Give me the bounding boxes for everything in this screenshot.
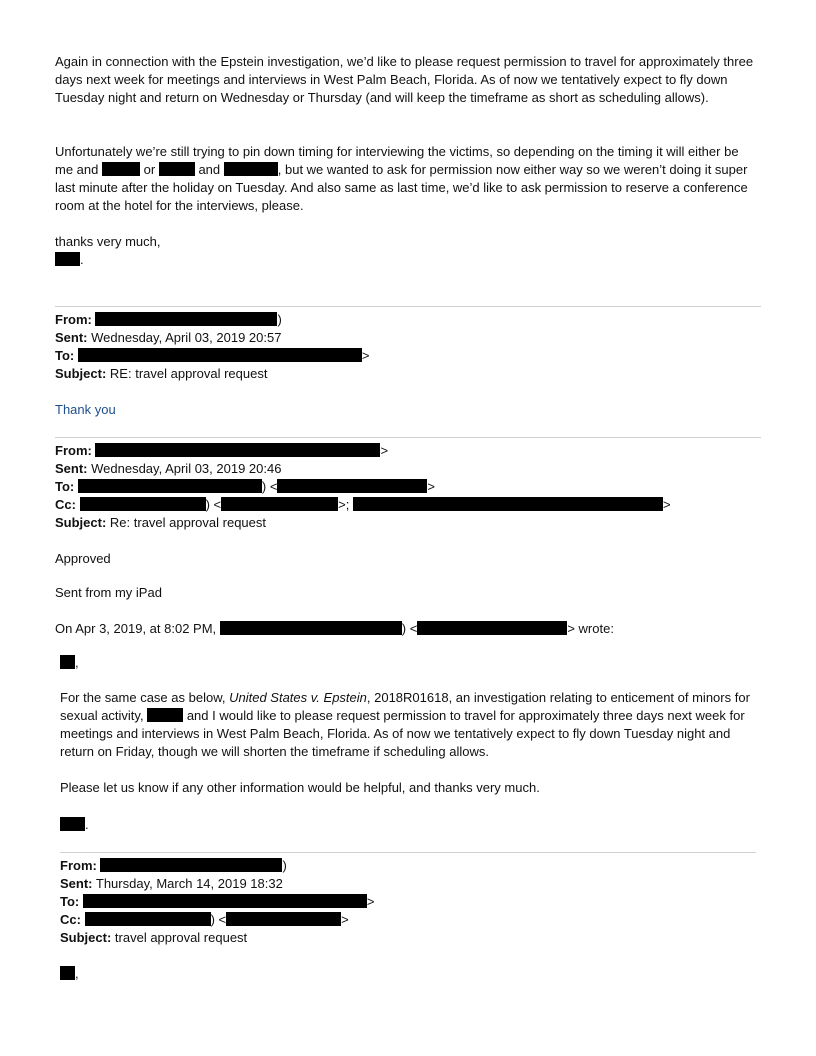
email3-salutation bbox=[60, 965, 79, 983]
quote-intro-b: > wrote: bbox=[567, 621, 614, 636]
redaction-block bbox=[55, 252, 80, 266]
to-label: To: bbox=[60, 894, 80, 909]
redaction-block bbox=[100, 858, 282, 872]
email2-to bbox=[55, 478, 435, 496]
quote-intro bbox=[55, 620, 614, 638]
redaction-block bbox=[60, 655, 75, 669]
sent-label: Sent: bbox=[55, 461, 88, 476]
email1-body: Thank you bbox=[55, 402, 116, 417]
quoted-signature bbox=[60, 816, 89, 834]
quoted-p1-c: and I would like to please request permission to travel for approximately three days next week for meetings and interviews in West Palm Beach, Florida. As of now we tentatively expect to fly down Tuesday night and return on Friday, though we will shorten the timeframe if scheduling allows. bbox=[60, 708, 745, 759]
redaction-block bbox=[85, 912, 211, 926]
redaction-block bbox=[78, 348, 362, 362]
redaction-block bbox=[221, 497, 338, 511]
subject-value: Re: travel approval request bbox=[109, 515, 267, 530]
quoted-period: . bbox=[85, 817, 89, 832]
email3-sent bbox=[60, 875, 283, 893]
redaction-block bbox=[95, 312, 277, 326]
from-tail: ) bbox=[282, 858, 287, 873]
cc-tail: > bbox=[341, 912, 349, 927]
quoted-p1-a: For the same case as below, bbox=[60, 690, 226, 705]
email2-subject bbox=[55, 514, 266, 532]
salutation-comma: , bbox=[75, 655, 79, 670]
closing-thanks: thanks very much, bbox=[55, 234, 161, 249]
case-name: United States v. Epstein bbox=[229, 690, 367, 705]
email1-to bbox=[55, 347, 369, 365]
quote-intro-a: On Apr 3, 2019, at 8:02 PM, bbox=[55, 621, 217, 636]
email3-cc bbox=[60, 911, 349, 929]
sent-label: Sent: bbox=[55, 330, 88, 345]
divider bbox=[60, 852, 756, 853]
body-paragraph-1: Again in connection with the Epstein investigation, we’d like to please request permission to travel for approximately three days next week for meetings and interviews in West Palm Beach, Florida. As of now we tentatively expect to fly down Tuesday night and return on Wednesday or Thursday (and will keep the timeframe as short as scheduling allows). bbox=[55, 54, 754, 105]
quote-intro-mid: ) < bbox=[401, 621, 418, 636]
redaction-block bbox=[83, 894, 367, 908]
redaction-block bbox=[95, 443, 380, 457]
quoted-p1-b: , 2018R01618, an investigation relating to enticement of minors for sexual activity, bbox=[60, 690, 750, 723]
para2-text-a: Unfortunately we’re still trying to pin down timing for interviewing the victims, so depending on the timing it will either be me and bbox=[55, 144, 739, 177]
email2-cc bbox=[55, 496, 671, 514]
cc-mid: ) < bbox=[205, 497, 222, 512]
redaction-block bbox=[80, 497, 206, 511]
signature-line bbox=[55, 251, 84, 269]
email1-subject bbox=[55, 365, 267, 383]
email1-sent bbox=[55, 329, 281, 347]
redaction-block bbox=[353, 497, 663, 511]
quoted-paragraph-2: Please let us know if any other information would be helpful, and thanks very much. bbox=[60, 780, 540, 795]
divider bbox=[55, 306, 761, 307]
redaction-block bbox=[220, 621, 402, 635]
sent-value: Thursday, March 14, 2019 18:32 bbox=[95, 876, 283, 891]
redaction-block bbox=[78, 479, 262, 493]
redaction-block bbox=[417, 621, 567, 635]
email3-from bbox=[60, 857, 287, 875]
redaction-block bbox=[277, 479, 427, 493]
subject-value: RE: travel approval request bbox=[109, 366, 268, 381]
cc-mid: ) < bbox=[210, 912, 227, 927]
email1-from bbox=[55, 311, 282, 329]
email2-approved: Approved bbox=[55, 551, 111, 566]
body-paragraph-2 bbox=[55, 143, 755, 215]
cc-sep: >; bbox=[338, 497, 353, 512]
from-tail: > bbox=[380, 443, 389, 458]
para2-or: or bbox=[143, 162, 156, 177]
para2-text-b: , but we wanted to ask for permission now either way so we weren’t doing it super last minute after the holiday on Tuesday. And also same as last time, we’d like to ask permission to reserve a conference room at the hotel for the interviews, please. bbox=[55, 162, 748, 213]
salutation-comma: , bbox=[75, 966, 79, 981]
quoted-paragraph-1 bbox=[60, 689, 760, 761]
cc-label: Cc: bbox=[55, 497, 76, 512]
subject-label: Subject: bbox=[60, 930, 112, 945]
redaction-block bbox=[60, 966, 75, 980]
to-tail: > bbox=[361, 348, 370, 363]
to-tail: > bbox=[366, 894, 375, 909]
from-label: From: bbox=[55, 312, 92, 327]
email3-subject bbox=[60, 929, 247, 947]
divider bbox=[55, 437, 761, 438]
from-label: From: bbox=[60, 858, 97, 873]
subject-value: travel approval request bbox=[114, 930, 248, 945]
subject-label: Subject: bbox=[55, 366, 107, 381]
to-label: To: bbox=[55, 348, 75, 363]
sent-label: Sent: bbox=[60, 876, 93, 891]
redaction-block bbox=[102, 162, 140, 176]
para2-and: and bbox=[198, 162, 221, 177]
redaction-block bbox=[60, 817, 85, 831]
signature-period: . bbox=[80, 252, 84, 267]
cc-tail: > bbox=[662, 497, 671, 512]
to-mid: ) < bbox=[261, 479, 278, 494]
redaction-block bbox=[226, 912, 341, 926]
to-label: To: bbox=[55, 479, 75, 494]
redaction-block bbox=[224, 162, 278, 176]
email3-to bbox=[60, 893, 374, 911]
redaction-block bbox=[147, 708, 183, 722]
email2-signature: Sent from my iPad bbox=[55, 585, 162, 600]
from-label: From: bbox=[55, 443, 92, 458]
sent-value: Wednesday, April 03, 2019 20:57 bbox=[91, 330, 282, 345]
cc-label: Cc: bbox=[60, 912, 81, 927]
subject-label: Subject: bbox=[55, 515, 107, 530]
email2-from bbox=[55, 442, 388, 460]
sent-value: Wednesday, April 03, 2019 20:46 bbox=[91, 461, 282, 476]
redaction-block bbox=[159, 162, 195, 176]
to-tail: > bbox=[427, 479, 436, 494]
quoted-salutation bbox=[60, 654, 79, 672]
email2-sent bbox=[55, 460, 281, 478]
from-tail: ) bbox=[277, 312, 282, 327]
